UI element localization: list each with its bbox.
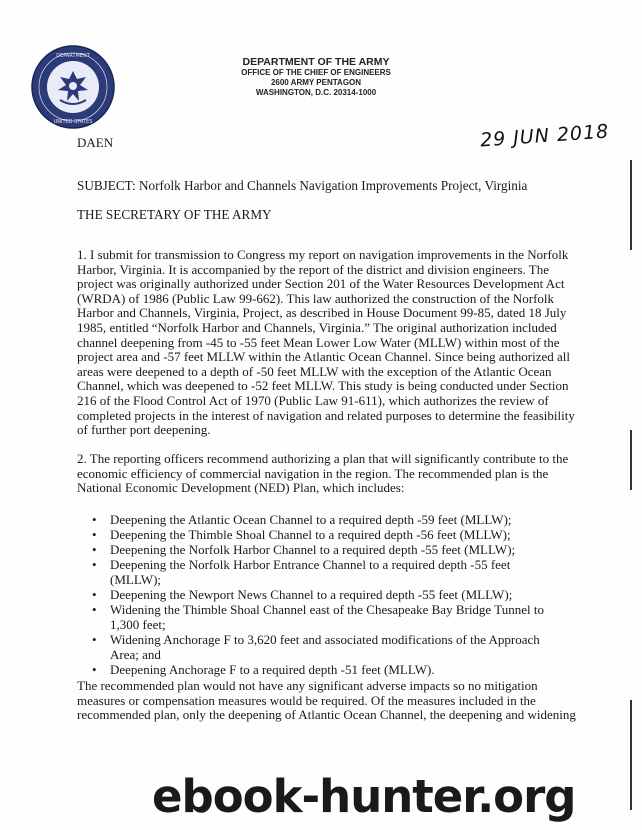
list-item: • Deepening the Norfolk Harbor Channel to a required depth -55 feet (MLLW); (92, 542, 562, 557)
list-item: • Deepening Anchorage F to a required depth -51 feet (MLLW). (92, 662, 562, 677)
list-item: • Deepening the Atlantic Ocean Channel to a required depth -59 feet (MLLW); (92, 512, 562, 527)
scan-edge-mark (630, 700, 632, 810)
addressee-line: THE SECRETARY OF THE ARMY (77, 207, 272, 222)
letterhead-city: WASHINGTON, D.C. 20314-1000 (255, 88, 377, 97)
watermark-text: ebook-hunter.org (152, 770, 576, 823)
subject-line: SUBJECT: Norfolk Harbor and Channels Navigation Improvements Project, Virginia (77, 178, 528, 193)
recommended-plan-list (92, 512, 562, 677)
handwritten-date: 29 JUN 2018 (479, 120, 610, 152)
letterhead-department: DEPARTMENT OF THE ARMY (242, 56, 390, 68)
scan-edge-mark (630, 160, 632, 250)
list-item: • Deepening the Norfolk Harbor Entrance Channel to a required depth -55 feet (MLLW); (92, 557, 562, 587)
list-item: • Widening Anchorage F to 3,620 feet and associated modifications of the Approach Area; and (92, 632, 562, 662)
paragraph-2: 2. The reporting officers recommend authorizing a plan that will significantly contribute to the economic efficiency of commercial navigation in the region. The recommended plan is the National Economic Development (NED) Plan, which includes: (77, 451, 569, 496)
svg-text:DEPARTMENT: DEPARTMENT (56, 53, 90, 59)
letterhead-street: 2600 ARMY PENTAGON (270, 78, 362, 87)
office-symbol: DAEN (77, 135, 114, 150)
scan-edge-mark (630, 430, 632, 490)
list-item: • Deepening the Newport News Channel to a required depth -55 feet (MLLW); (92, 587, 562, 602)
list-item: • Widening the Thimble Shoal Channel east of the Chesapeake Bay Bridge Tunnel to 1,300 feet; (92, 602, 562, 632)
list-item: • Deepening the Thimble Shoal Channel to a required depth -56 feet (MLLW); (92, 527, 562, 542)
letterhead-office: OFFICE OF THE CHIEF OF ENGINEERS (241, 68, 391, 77)
department-of-defense-seal-icon (30, 44, 116, 130)
svg-text:UNITED STATES: UNITED STATES (53, 119, 93, 125)
letterhead (196, 56, 436, 98)
paragraph-1: 1. I submit for transmission to Congress my report on navigation improvements in the Norfolk Harbor, Virginia. It is accompanied by the report of the district and division engineers. The project was originally authorized under Section 201 of the Water Resources Development Act (WRDA) of 1986 (Public Law 99-662). This law authorized the construction of the Norfolk Harbor and Channels, Virginia, Project, as described in House Document 99-85, dated 18 July 1985, entitled “Norfolk Harbor and Channels, Virginia.” The original authorization included channel deepening from -45 to -55 feet Mean Lower Low Water (MLLW) within most of the project area and -57 feet MLLW within the Atlantic Ocean Channel. Since being authorized all areas were deepened to a depth of -50 feet MLLW with the exception of the Atlantic Ocean Channel, which was deepened to -52 feet MLLW. This study is being conducted under Section 216 of the Flood Control Act of 1970 (Public Law 91-611), which authorizes the review of completed projects in the interest of navigation and related purposes to determine the feasibility of further port deepening. (77, 247, 575, 438)
paragraph-3: The recommended plan would not have any significant adverse impacts so no mitigation measures or compensation measures would be required. Of the measures included in the recommended plan, only the deepening of Atlantic Ocean Channel, the deepening and widening (77, 678, 576, 723)
